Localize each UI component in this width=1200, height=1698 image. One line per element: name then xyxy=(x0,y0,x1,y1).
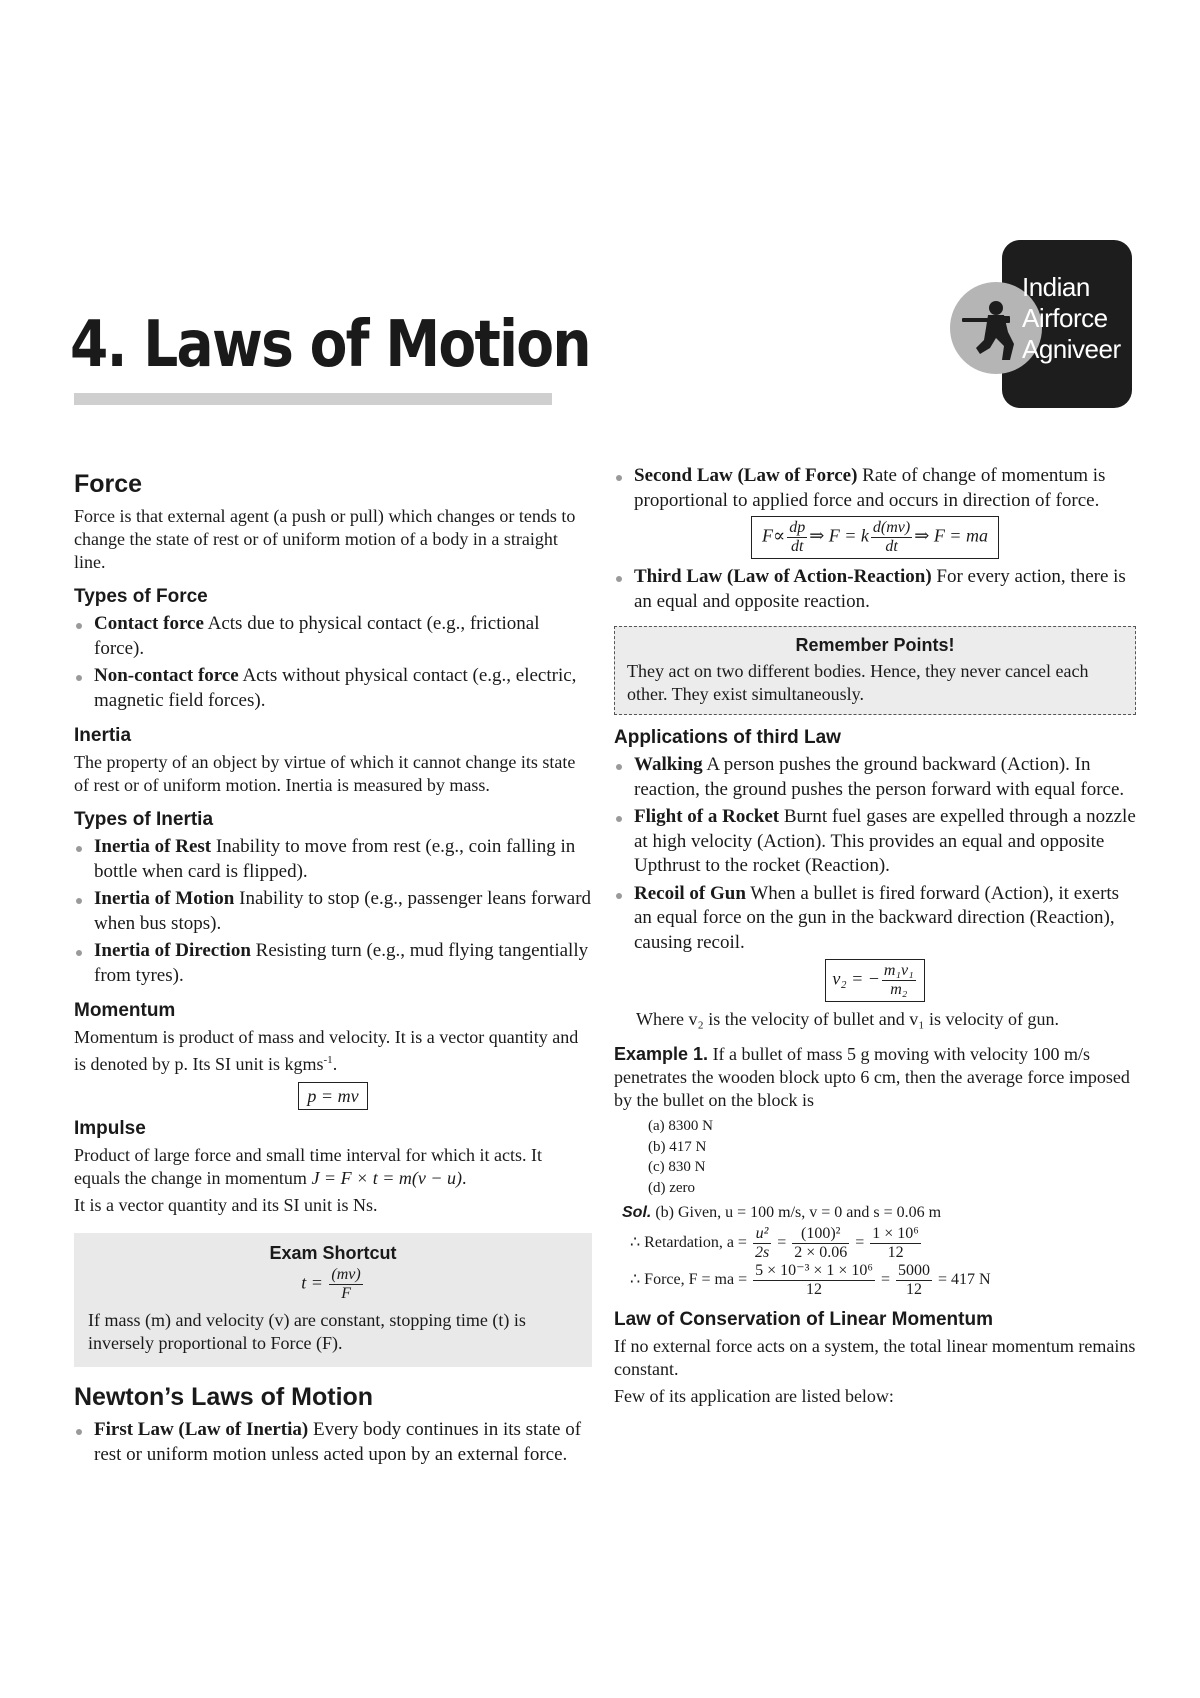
example-label: Example 1. xyxy=(614,1044,709,1064)
list-text: Rate of change of momentum is proportional to applied force and occurs in direction of force. xyxy=(634,465,1106,511)
equals-sign: = xyxy=(881,1271,891,1289)
title-underline xyxy=(74,393,552,405)
formula-part: ⇒ F = ma xyxy=(914,525,988,546)
list-text: Resisting turn (e.g., mud flying tangentially from tyres). xyxy=(94,940,589,986)
left-column xyxy=(74,470,592,1470)
third-law-list xyxy=(614,565,1136,614)
list-term: Flight of a Rocket xyxy=(634,806,780,827)
option-d: (d) zero xyxy=(648,1179,696,1196)
fraction-numerator: (mv) xyxy=(331,1266,361,1283)
conservation-heading: Law of Conservation of Linear Momentum xyxy=(614,1309,993,1330)
types-of-inertia-heading: Types of Inertia xyxy=(74,809,214,830)
formula-fraction xyxy=(882,962,916,999)
momentum-heading: Momentum xyxy=(74,1000,176,1021)
exam-shortcut-title: Exam Shortcut xyxy=(269,1243,397,1263)
list-item xyxy=(74,835,592,884)
list-text: Burnt fuel gases are expelled through a nozzle at high velocity (Action). This provides an equal and opposite Upthrust to the rocket (Reaction). xyxy=(634,806,1136,876)
momentum-unit-sup: -1 xyxy=(323,1054,333,1066)
newton-laws-heading: Newton’s Laws of Motion xyxy=(74,1383,374,1411)
impulse-formula: J = F × t = m(v − u) xyxy=(311,1168,462,1188)
fraction-numerator: d(mv) xyxy=(872,519,911,536)
types-of-inertia-list xyxy=(74,835,592,988)
option-c: (c) 830 N xyxy=(648,1159,706,1175)
formula-part: F∝ xyxy=(762,525,786,546)
list-term: Non-contact force xyxy=(94,665,239,686)
fraction-numerator: dp xyxy=(789,519,806,536)
impulse-text-end: . xyxy=(462,1168,467,1188)
momentum-text-end: . xyxy=(332,1054,338,1074)
impulse-heading: Impulse xyxy=(74,1118,146,1139)
fraction-denominator: 2 × 0.06 xyxy=(794,1244,848,1261)
list-text: Acts without physical contact (e.g., electric, magnetic field forces). xyxy=(94,665,577,711)
chapter-title: 4. Laws of Motion xyxy=(70,308,590,382)
list-term: Recoil of Gun xyxy=(634,882,746,904)
momentum-formula-wrap xyxy=(74,1082,592,1110)
conservation-text: If no external force acts on a system, the total linear momentum remains constant. xyxy=(614,1336,1136,1379)
second-law-formula xyxy=(751,516,999,559)
option-a: (a) 8300 N xyxy=(648,1118,713,1134)
remember-points-box xyxy=(614,626,1136,715)
remember-points-text: They act on two different bodies. Hence, they never cancel each other. They exist simultaneously. xyxy=(627,661,1089,704)
fraction-numerator: 1 × 10⁶ xyxy=(872,1225,919,1242)
solution-label: Sol. xyxy=(622,1204,652,1221)
list-text: Acts due to physical contact (e.g., frictional force). xyxy=(94,613,540,659)
list-item xyxy=(614,882,1136,956)
list-text: Every body continues in its state of rest or uniform motion unless acted upon by an external force. xyxy=(94,1419,582,1465)
momentum-text xyxy=(74,1026,592,1076)
example-question: If a bullet of mass 5 g moving with velocity 100 m/s penetrates the wooden block upto 6 cm, then the average force imposed by the bullet on the block is xyxy=(614,1044,1130,1110)
fraction-denominator: dt xyxy=(885,538,898,555)
solution xyxy=(622,1202,1136,1299)
applications-list xyxy=(614,753,1136,955)
bullet-icon xyxy=(616,893,622,899)
fraction-denominator: 2s xyxy=(754,1244,770,1261)
list-item xyxy=(74,939,592,988)
fraction-numerator: 5 × 10⁻³ × 1 × 10⁶ xyxy=(755,1262,873,1279)
list-item xyxy=(614,464,1136,513)
remember-points-title: Remember Points! xyxy=(795,635,955,655)
list-item xyxy=(614,805,1136,879)
equals-sign: = xyxy=(777,1234,787,1252)
fraction-numerator: (100)² xyxy=(792,1225,849,1244)
list-item xyxy=(614,565,1136,614)
fraction-denominator: 12 xyxy=(887,1244,904,1261)
fraction-denominator: dt xyxy=(790,538,804,555)
fraction-denominator: 12 xyxy=(806,1281,823,1298)
momentum-text-body: Momentum is product of mass and velocity. It is a vector quantity and is denoted by p. Its SI unit is kgms xyxy=(74,1027,579,1074)
fraction-denominator: 12 xyxy=(906,1281,923,1298)
retardation-line xyxy=(630,1225,1136,1262)
impulse-text-body: Product of large force and small time interval for which it acts. It equals the change in momentum xyxy=(74,1145,543,1188)
momentum-formula: p = mv xyxy=(298,1082,367,1110)
badge-line-1: Indian xyxy=(1022,272,1090,302)
fraction-numerator: u² xyxy=(753,1225,771,1244)
bullet-icon xyxy=(76,846,82,852)
list-text: A person pushes the ground backward (Action). In reaction, the ground pushes the person forward with equal force. xyxy=(634,754,1125,800)
shortcut-formula-lhs: t = xyxy=(301,1272,323,1293)
list-item xyxy=(74,1418,592,1467)
inertia-text: The property of an object by virtue of which it cannot change its state of rest or of uniform motion. Inertia is measured by mass. xyxy=(74,752,576,795)
bullet-icon xyxy=(76,950,82,956)
example-options xyxy=(648,1116,1136,1198)
equals-sign: = xyxy=(855,1234,865,1252)
force-heading: Force xyxy=(74,470,143,498)
formula-fraction xyxy=(871,519,912,556)
list-item xyxy=(74,887,592,936)
list-text: Inability to stop (e.g., passenger leans forward when bus stops). xyxy=(94,888,592,934)
option-b: (b) 417 N xyxy=(648,1138,707,1155)
conservation-text-2: Few of its application are listed below: xyxy=(614,1386,894,1406)
bullet-icon xyxy=(76,623,82,629)
fraction-denominator: F xyxy=(341,1285,351,1302)
formula-part: ⇒ F = k xyxy=(809,525,869,546)
list-term: First Law (Law of Inertia) xyxy=(94,1419,309,1440)
recoil-note: Where v₂ is the velocity of bullet and v₁ is velocity of gun. xyxy=(636,1009,1059,1029)
right-column xyxy=(614,464,1136,1408)
solution-given xyxy=(622,1202,1136,1223)
shortcut-fraction xyxy=(329,1266,362,1303)
bullet-icon xyxy=(616,576,622,582)
badge-line-3: Agniveer xyxy=(1022,334,1121,364)
force-line xyxy=(630,1262,1136,1299)
example-text xyxy=(614,1043,1136,1112)
retardation-label: ∴ Retardation, a = xyxy=(630,1234,747,1252)
bullet-icon xyxy=(616,764,622,770)
force-label: ∴ Force, F = ma = xyxy=(630,1271,748,1289)
formula-fraction xyxy=(792,1225,849,1262)
recoil-formula xyxy=(825,959,924,1002)
force-text: Force is that external agent (a push or pull) which changes or tends to change the state of rest or of uniform motion of a body in a straight line. xyxy=(74,506,576,572)
formula-fraction xyxy=(870,1225,921,1262)
recoil-formula-wrap xyxy=(614,959,1136,1002)
impulse-text xyxy=(74,1144,592,1190)
formula-fraction xyxy=(896,1262,932,1299)
newton-laws-list xyxy=(74,1418,592,1467)
bullet-icon xyxy=(76,675,82,681)
badge-text xyxy=(1022,272,1134,365)
list-item xyxy=(614,753,1136,802)
list-term: Contact force xyxy=(94,613,204,634)
list-text: For every action, there is an equal and opposite reaction. xyxy=(634,566,1126,612)
list-term: Inertia of Direction xyxy=(94,940,251,961)
bullet-icon xyxy=(616,816,622,822)
list-term: Walking xyxy=(634,754,703,775)
list-term: Second Law (Law of Force) xyxy=(634,465,858,486)
formula-part: v₂ = − xyxy=(832,968,880,989)
formula-fraction xyxy=(753,1262,875,1299)
shortcut-formula xyxy=(88,1266,578,1303)
second-law-formula-wrap xyxy=(614,516,1136,559)
fraction-denominator: m₂ xyxy=(890,981,908,998)
applications-heading: Applications of third Law xyxy=(614,727,841,748)
list-term: Third Law (Law of Action-Reaction) xyxy=(634,566,932,587)
list-text: Inability to move from rest (e.g., coin falling in bottle when card is flipped). xyxy=(94,836,576,882)
formula-fraction xyxy=(753,1225,771,1262)
solution-given-text: (b) Given, u = 100 m/s, v = 0 and s = 0.06 m xyxy=(651,1204,942,1221)
bullet-icon xyxy=(76,898,82,904)
exam-shortcut-text: If mass (m) and velocity (v) are constant, stopping time (t) is inversely proportional to Force (F). xyxy=(88,1310,526,1353)
bullet-icon xyxy=(616,475,622,481)
types-of-force-list xyxy=(74,612,592,713)
types-of-force-heading: Types of Force xyxy=(74,586,208,607)
list-term: Inertia of Rest xyxy=(94,836,212,857)
impulse-text-2: It is a vector quantity and its SI unit is Ns. xyxy=(74,1195,378,1215)
second-law-list xyxy=(614,464,1136,513)
list-item xyxy=(74,612,592,661)
badge-line-2: Airforce xyxy=(1022,303,1108,333)
fraction-numerator: 5000 xyxy=(898,1262,931,1279)
list-text: When a bullet is fired forward (Action), it exerts an equal force on the gun in the backward direction (Reaction), causing recoil. xyxy=(634,882,1120,953)
inertia-heading: Inertia xyxy=(74,725,132,746)
formula-fraction xyxy=(787,519,807,556)
fraction-numerator: m₁v₁ xyxy=(883,962,914,979)
exam-shortcut-box xyxy=(74,1233,592,1367)
bullet-icon xyxy=(76,1429,82,1435)
list-term: Inertia of Motion xyxy=(94,888,235,909)
force-result: = 417 N xyxy=(938,1271,991,1289)
list-item xyxy=(74,664,592,713)
